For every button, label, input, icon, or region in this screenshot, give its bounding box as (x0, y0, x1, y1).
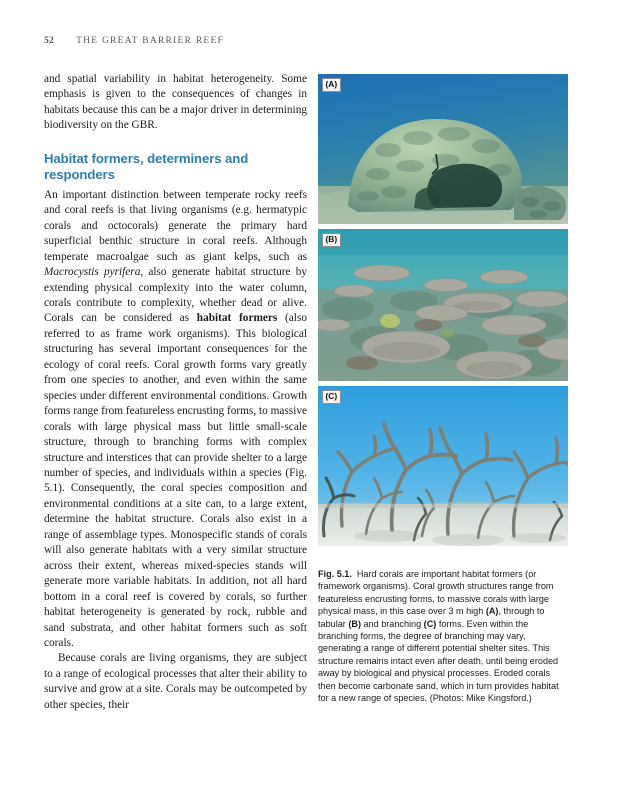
body-text-column (44, 72, 307, 713)
figure-panel-column (318, 74, 568, 551)
photo-b-illustration (318, 229, 568, 381)
page-number: 52 (44, 36, 55, 46)
caption-ref-a: (A) (485, 606, 499, 617)
term-habitat-formers: habitat formers (196, 312, 278, 325)
paragraph-2-part-b: , also generate habitat structure by extending physical complexity into the water column, corals contribute to complexity, whether dead or alive. Corals can be considered as (44, 266, 307, 325)
caption-ref-c: (C) (423, 618, 437, 629)
paragraph-3: Because corals are living organisms, they are subject to a range of ecological processes that alter their ability to survive and grow at a site. Corals may be outcompeted by other species, their (44, 652, 307, 711)
paragraph-2 (44, 188, 307, 652)
panel-label-b: (B) (322, 233, 341, 247)
caption-part-b: , through to tabular (318, 606, 545, 629)
panel-label-c: (C) (322, 390, 341, 404)
caption-part-d: forms. Even within the branching forms, the degree of branching may vary, generating a range of different potential shelter sites. This structure remains intact even after death, until being eroded away by biological and physical processes. Eroded corals then become carbonate sand, which in turn provides habitat for a new range of species. (Photos: Mike Kingsford.) (318, 618, 559, 704)
caption-part-a: Hard corals are important habitat formers (or framework organisms). Coral growth structures range from featureless encrusting forms, to massive corals with large physical mass, in this case over 3 m high (318, 569, 554, 617)
photo-c-illustration (318, 386, 568, 546)
figure-photo-a (318, 74, 568, 224)
running-head-title: THE GREAT BARRIER REEF (76, 36, 225, 46)
paragraph-2-part-c: (also referred to as frame work organisms). This biological structuring has several important consequences for the ecology of coral reefs. Coral growth forms vary greatly from one species to another, and even within the same species under different environmental conditions. Growth forms range from featureless encrusting forms, to massive corals with large physical mass but little small-scale structure, through to branching forms with complex structure and interstices that can provide shelter to a large number of species, and individuals within a species (Fig. 5.1). Consequently, the coral species composition and environmental conditions at a site can, to a large extent, determine the habitat structure. Corals also exist in a range of assemblage types. Monospecific stands of corals will also generate habitats with a very similar structure across their extent, whereas mixed-species stands will generate more variable habitats. In addition, not all hard bottom in a coral reef is covered by corals, so further habitat heterogeneity is generated by rock, rubble and sand substrata, and other habitat formers such as soft corals. (44, 312, 307, 649)
paragraph-2-part-a: An important distinction between temperate rocky reefs and coral reefs is that living organisms (e.g. hermatypic corals and octocorals) generate the primary hard superficial benthic structure in coral reefs. Although temperate macroalgae such as giant kelps, such as (44, 188, 307, 263)
section-heading: Habitat formers, determiners and responders (44, 150, 249, 183)
paragraph-1: and spatial variability in habitat heterogeneity. Some emphasis is given to the consequences of changes in habitats because this can be a major driver in determining biodiversity on the GBR. (44, 73, 307, 132)
figure-photo-c (318, 386, 568, 546)
running-head (44, 36, 224, 46)
figure-caption (318, 568, 570, 704)
caption-part-c: and branching (360, 618, 424, 629)
figure-photo-b (318, 229, 568, 381)
figure-number: Fig. 5.1. (318, 569, 352, 579)
photo-a-illustration (318, 74, 568, 224)
caption-ref-b: (B) (348, 618, 361, 629)
species-name-macrocystis: Macrocystis pyrifera (44, 266, 141, 279)
panel-label-a: (A) (322, 78, 341, 92)
